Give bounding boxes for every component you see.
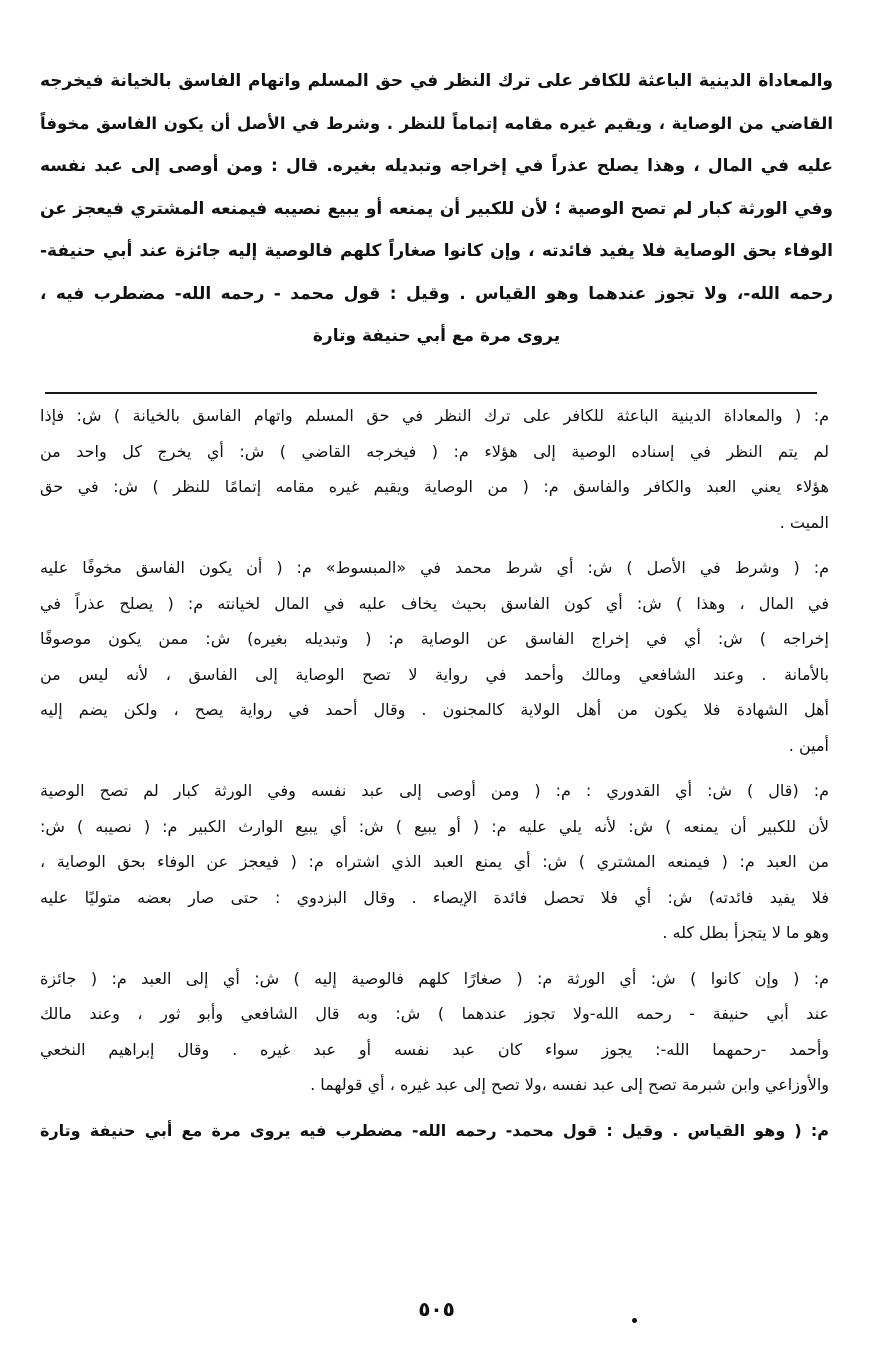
commentary-line: م: ( وشرط في الأصل ) ش: أي شرط محمد في «المبسوط» م: ( أن يكون الفاسق مخوفًا عليه (40, 558, 829, 577)
commentary-line: من العبد م: ( فيمنعه المشتري ) ش: أي يمنع العبد الذي اشتراه م: ( فيعجز عن الوفاء بحق الوصاية ، (40, 852, 829, 871)
commentary-paragraph (40, 961, 829, 1103)
commentary-line: إخراجه ) ش: أي في إخراج الفاسق عن الوصاية م: ( وتبديله بغيره) ش: ممن يكون موصوفًا (40, 629, 829, 648)
main-text-block (40, 60, 833, 358)
main-text-line: والمعاداة الدينية الباعثة للكافر على ترك النظر في حق المسلم واتهام الفاسق بالخيانة فيخرجه (40, 71, 833, 91)
main-text-line: عليه في المال ، وهذا يصلح عذراً في إخراجه وتبديله بغيره. قال : ومن أوصى إلى عبد نفسه (40, 156, 833, 176)
commentary-line: لم يتم النظر في إسناده الوصية إلى هؤلاء م: ( فيخرجه القاضي ) ش: أي يخرج كل واحد من (40, 441, 829, 461)
commentary-line: وأحمد -رحمهما الله-: يجوز سواء كان عبد نفسه أو عبد غيره . وقال إبراهيم النخعي (40, 1039, 829, 1059)
main-text-line: القاضي من الوصاية ، ويقيم غيره مقامه إتماماً للنظر . وشرط في الأصل أن يكون الفاسق مخوفاً (40, 113, 833, 133)
commentary-line: أمين . (788, 735, 829, 755)
commentary-block (40, 398, 829, 1158)
commentary-line: فلا يفيد فائدته) ش: أي فلا تحصل فائدة الإيصاء . وقال البزدوي : حتى صار بعضه متوليًا عليه (40, 887, 829, 907)
commentary-line: م: ( وهو القياس . وقيل : قول محمد- رحمه الله- مضطرب فيه يروى مرة مع أبي حنيفة وتارة (40, 1120, 829, 1140)
main-text-line: رحمه الله-، ولا تجوز عندهما وهو القياس . وقيل : قول محمد - رحمه الله- مضطرب فيه ، (40, 283, 833, 304)
page-number: ٥٠٥ (418, 1297, 455, 1321)
commentary-line: في المال ، وهذا ) ش: أي كون الفاسق بحيث يخاف عليه في المال لخيانته م: ( يصلح عذراً في (40, 593, 829, 613)
commentary-line: م: ( وإن كانوا ) ش: أي الورثة م: ( صغارًا كلهم فالوصية إليه ) ش: أي إلى العبد م: ( جائزة (40, 968, 829, 988)
commentary-line: م: (قال ) ش: أي القدوري : م: ( ومن أوصى إلى عبد نفسه وفي الورثة كبار لم تصح الوصية (40, 781, 829, 800)
commentary-line: لأن للكبير أن يمنعه ) ش: لأنه يلي عليه م: ( أو يبيع ) ش: أي يبيع الوارث الكبير م: ( نصيبه ) ش: (40, 816, 829, 836)
commentary-paragraph (40, 398, 829, 540)
commentary-line: هؤلاء يعني العبد والكافر والفاسق م: ( من الوصاية ويقيم غيره مقامه إتمامًا للنظر ) ش: في حق (40, 477, 829, 496)
commentary-paragraph (40, 1113, 829, 1149)
commentary-paragraph (40, 773, 829, 951)
section-divider (45, 392, 817, 394)
main-text-line: وفي الورثة كبار لم تصح الوصية ؛ لأن للكبير أن يمنعه أو يبيع نصيبه فيمنعه المشتري فيعجز عن (40, 198, 833, 219)
main-text-line: الوفاء بحق الوصاية فلا يفيد فائدته ، وإن كانوا صغاراً كلهم فالوصية إليه جائزة عند أبي حنيفة- (40, 241, 833, 261)
commentary-line: م: ( والمعاداة الدينية الباعثة للكافر على ترك النظر في حق المسلم واتهام الفاسق بالخيانة ) ش: فإذا (40, 406, 829, 425)
print-dot-mark (632, 1318, 637, 1323)
main-text-line: يروى مرة مع أبي حنيفة وتارة (312, 326, 561, 346)
commentary-line: أهل الشهادة فلا يكون من أهل الولاية كالمجنون . وقال أحمد في رواية يصح ، ولكن يضم إليه (40, 700, 829, 719)
commentary-line: والأوزاعي وابن شبرمة تصح إلى عبد نفسه ،ولا تصح إلى عبد غيره ، أي قولهما . (310, 1075, 829, 1094)
commentary-paragraph (40, 550, 829, 763)
commentary-line: الميت . (779, 512, 829, 532)
commentary-line: وهو ما لا يتجزأ بطل كله . (662, 923, 829, 942)
commentary-line: عند أبي حنيفة - رحمه الله-ولا تجوز عندهما ) ش: وبه قال الشافعي وأبو ثور ، وعند مالك (40, 1004, 829, 1023)
commentary-line: بالأمانة . وعند الشافعي ومالك وأحمد في رواية لا تصح الوصاية إلى الفاسق ، لأنه ليس من (40, 664, 829, 684)
